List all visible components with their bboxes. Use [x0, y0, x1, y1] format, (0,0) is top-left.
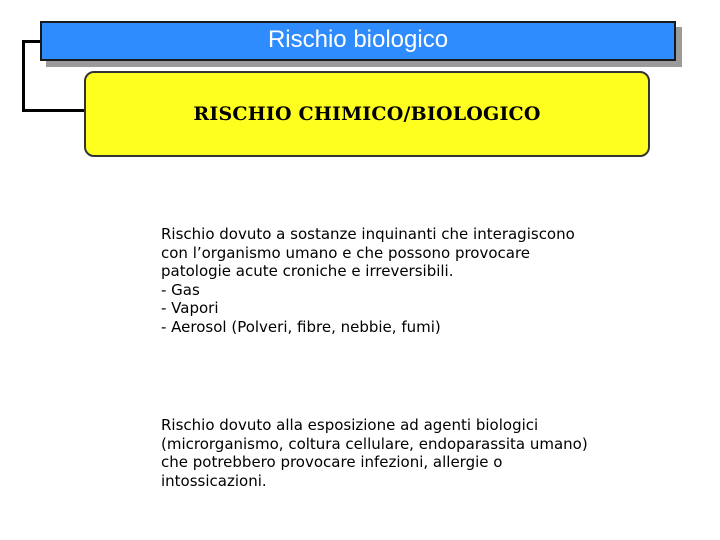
text-line: che potrebbero provocare infezioni, allergie o [161, 453, 503, 471]
biological-risk-text [161, 416, 661, 490]
text-line: Rischio dovuto alla esposizione ad agenti biologici [161, 416, 539, 434]
title-bar [40, 21, 676, 61]
chemical-risk-text [161, 225, 661, 336]
banner-label: RISCHIO CHIMICO/BIOLOGICO [193, 103, 541, 125]
text-line: Rischio dovuto a sostanze inquinanti che interagiscono [161, 225, 575, 243]
text-line: con l’organismo umano e che possono provocare [161, 243, 531, 262]
text-line: intossicazioni. [161, 471, 267, 490]
list-item: - Vapori [161, 299, 219, 317]
section-banner [84, 71, 650, 157]
text-line: patologie acute croniche e irreversibili. [161, 262, 454, 280]
page-title: Rischio biologico [267, 26, 449, 53]
list-item: - Aerosol (Polveri, fibre, nebbie, fumi) [161, 317, 441, 336]
text-line: (microrganismo, coltura cellulare, endoparassita umano) [161, 434, 588, 453]
list-item: - Gas [161, 280, 200, 299]
